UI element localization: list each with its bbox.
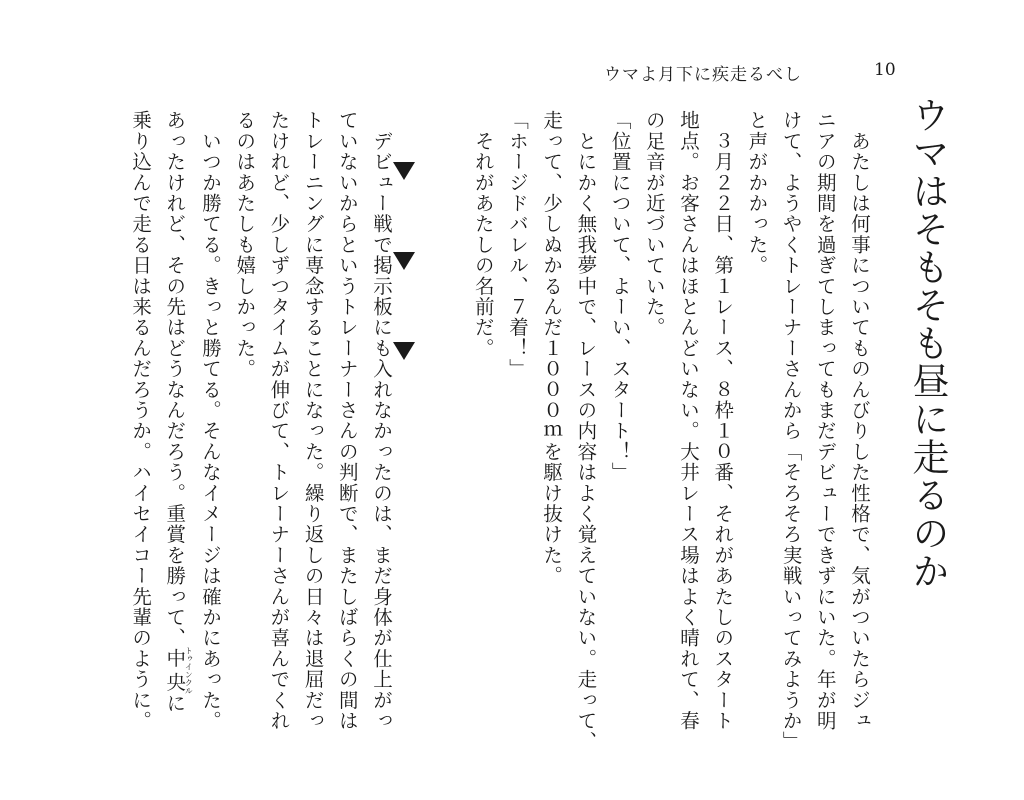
text-line: ていないからというトレーナーさんの判断で、またしばらくの間は bbox=[335, 110, 359, 731]
text-line: いつか勝てる。きっと勝てる。そんなイメージは確かにあった。 bbox=[198, 110, 222, 731]
text-line: デビュー戦で掲示板にも入れなかったのは、まだ身体が仕上がっ bbox=[370, 110, 393, 731]
text-line: あたしは何事についてものんびりした性格で、気がついたらジュ bbox=[848, 110, 871, 731]
text-line: 走って、少しぬかるんだ１０００ｍを駆け抜けた。 bbox=[540, 110, 564, 587]
text-line-with-ruby bbox=[157, 110, 193, 790]
text-line: けて、ようやくトレーナーさんから「そろそろ実戦いってみようか」 bbox=[779, 110, 803, 752]
chapter-title: ウマはそもそも昼に走るのか bbox=[906, 96, 949, 590]
ruby-annotation bbox=[163, 646, 194, 695]
text-segment: あったけれど、その先はどうなんだろう。重賞を勝って、 bbox=[163, 110, 187, 649]
body-text-lower bbox=[0, 110, 398, 790]
text-line: と声がかかった。 bbox=[745, 110, 769, 276]
text-line: たけれど、少しずつタイムが伸びて、トレーナーさんが喜んでくれ bbox=[267, 110, 291, 731]
text-line: 地点。お客さんはほとんどいない。大井レース場はよく晴れて、春 bbox=[676, 110, 700, 731]
ruby-text: トゥインクル bbox=[184, 646, 194, 695]
body-text-upper bbox=[460, 110, 876, 790]
text-line: 「位置について、よーい、スタート！」 bbox=[608, 110, 632, 483]
text-line: ３月２２日、第１レース、８枠１０番、それがあたしのスタート bbox=[711, 110, 735, 731]
text-line: 「ホージドバレル、７着！」 bbox=[505, 110, 529, 380]
text-line: ニアの期間を過ぎてしまってもまだデビューできずにいた。年が明 bbox=[813, 110, 837, 731]
text-line: それがあたしの名前だ。 bbox=[471, 110, 495, 359]
running-header: ウマよ月下に疾走るべし bbox=[604, 65, 802, 85]
page-number: 10 bbox=[874, 60, 896, 80]
text-line: の足音が近づいていた。 bbox=[642, 110, 666, 338]
text-line: とにかく無我夢中で、レースの内容はよく覚えていない。走って、 bbox=[574, 110, 598, 752]
text-line: るのはあたしも嬉しかった。 bbox=[233, 110, 257, 380]
text-segment: に bbox=[163, 692, 187, 714]
text-line: 乗り込んで走る日は来るんだろうか。ハイセイコー先輩のように。 bbox=[129, 110, 153, 731]
text-line: トレーニングに専念することになった。繰り返しの日々は退屈だっ bbox=[301, 110, 325, 731]
ruby-base: 中央 bbox=[163, 646, 187, 695]
